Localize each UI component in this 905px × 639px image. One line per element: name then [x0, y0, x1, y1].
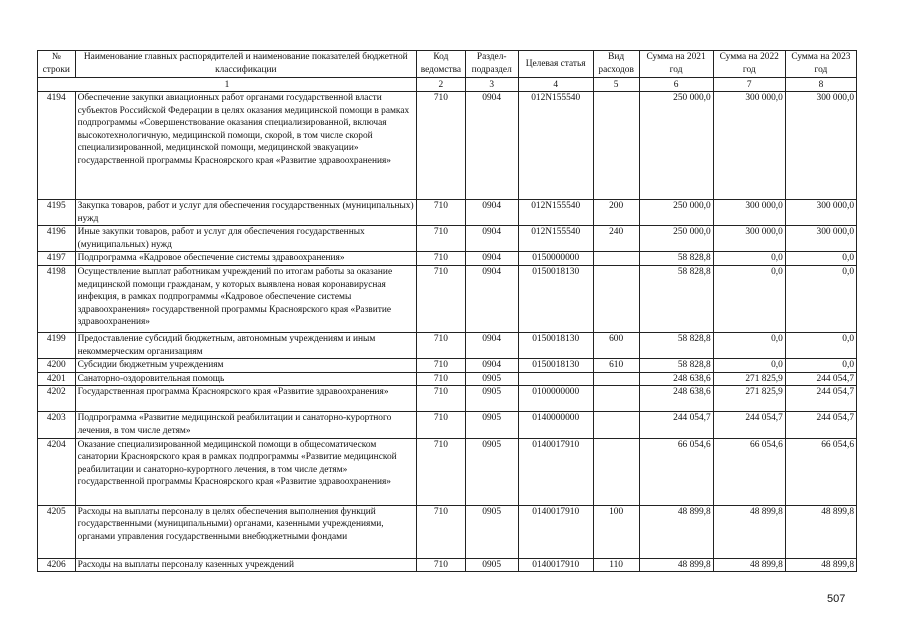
row-amount-2021: 250 000,0 [639, 92, 713, 200]
row-name: Субсидии бюджетным учреждениям [75, 359, 416, 373]
row-amount-2023: 0,0 [785, 359, 856, 373]
row-name: Закупка товаров, работ и услуг для обеспечения государственных (муниципальных) нужд [75, 200, 416, 226]
row-target-code: 0150018130 [518, 265, 593, 332]
row-target-code: 012N155540 [518, 200, 593, 226]
row-target-code: 012N155540 [518, 226, 593, 252]
row-amount-2021: 250 000,0 [639, 226, 713, 252]
row-expense-type: 240 [593, 226, 639, 252]
table-row [38, 386, 857, 412]
row-amount-2022: 271 825,9 [713, 386, 785, 412]
row-name: Предоставление субсидий бюджетным, автономным учреждениям и иным некоммерческим организациям [75, 332, 416, 358]
row-name: Государственная программа Красноярского края «Развитие здравоохранения» [75, 386, 416, 412]
table-row [38, 265, 857, 332]
row-section-code: 0904 [465, 252, 518, 266]
row-dept-code: 710 [417, 505, 466, 558]
row-section-code: 0904 [465, 92, 518, 200]
col-header-2023: Сумма на 2023 год [785, 51, 856, 78]
row-amount-2021: 248 638,6 [639, 386, 713, 412]
row-amount-2023: 244 054,7 [785, 372, 856, 386]
row-expense-type [593, 412, 639, 438]
row-dept-code: 710 [417, 438, 466, 505]
table-row [38, 252, 857, 266]
row-name: Обеспечение закупки авиационных работ органами государственной власти субъектов Российской Федерации в целях оказания медицинской помощи в рамках подпрограммы «Совершенствование оказания специализированной, включая высокотехнологичную, медицинской помощи, скорой, в том числе скорой специализированной, медицинской помощи, медицинской эвакуации» государственной программы Красноярского края «Развитие здравоохранения» [75, 92, 416, 200]
table-row [38, 332, 857, 358]
row-target-code: 0150018130 [518, 359, 593, 373]
row-amount-2023: 0,0 [785, 332, 856, 358]
row-dept-code: 710 [417, 200, 466, 226]
row-section-code: 0904 [465, 226, 518, 252]
row-amount-2021: 58 828,8 [639, 359, 713, 373]
row-target-code: 0150018130 [518, 332, 593, 358]
row-amount-2022: 300 000,0 [713, 92, 785, 200]
col-index: 4 [518, 78, 593, 92]
row-section-code: 0904 [465, 359, 518, 373]
table-row [38, 200, 857, 226]
table-row [38, 372, 857, 386]
row-number: 4199 [38, 332, 76, 358]
row-section-code: 0905 [465, 412, 518, 438]
row-dept-code: 710 [417, 412, 466, 438]
row-amount-2023: 300 000,0 [785, 226, 856, 252]
row-number: 4201 [38, 372, 76, 386]
row-number: 4196 [38, 226, 76, 252]
row-amount-2022: 271 825,9 [713, 372, 785, 386]
row-amount-2021: 48 899,8 [639, 558, 713, 572]
col-index: 6 [639, 78, 713, 92]
row-name: Подпрограмма «Кадровое обеспечение системы здравоохранения» [75, 252, 416, 266]
row-dept-code: 710 [417, 386, 466, 412]
row-amount-2022: 0,0 [713, 332, 785, 358]
row-dept-code: 710 [417, 558, 466, 572]
row-number: 4200 [38, 359, 76, 373]
row-dept-code: 710 [417, 252, 466, 266]
row-amount-2021: 248 638,6 [639, 372, 713, 386]
row-expense-type: 610 [593, 359, 639, 373]
row-amount-2022: 0,0 [713, 265, 785, 332]
row-number: 4195 [38, 200, 76, 226]
row-number: 4202 [38, 386, 76, 412]
page-number: 507 [827, 593, 846, 605]
row-amount-2022: 0,0 [713, 252, 785, 266]
col-header-dept: Код ведомства [417, 51, 466, 78]
row-amount-2023: 300 000,0 [785, 200, 856, 226]
row-amount-2022: 48 899,8 [713, 558, 785, 572]
row-amount-2023: 244 054,7 [785, 386, 856, 412]
row-amount-2021: 58 828,8 [639, 332, 713, 358]
col-header-name: Наименование главных распорядителей и наименование показателей бюджетной классификации [75, 51, 416, 78]
table-row [38, 438, 857, 505]
row-dept-code: 710 [417, 92, 466, 200]
row-name: Иные закупки товаров, работ и услуг для обеспечения государственных (муниципальных) нужд [75, 226, 416, 252]
row-section-code: 0905 [465, 558, 518, 572]
row-expense-type [593, 92, 639, 200]
row-expense-type [593, 252, 639, 266]
col-index: 8 [785, 78, 856, 92]
row-amount-2022: 244 054,7 [713, 412, 785, 438]
row-section-code: 0904 [465, 200, 518, 226]
row-amount-2022: 300 000,0 [713, 200, 785, 226]
row-amount-2023: 48 899,8 [785, 558, 856, 572]
row-expense-type: 100 [593, 505, 639, 558]
table-row [38, 359, 857, 373]
row-amount-2022: 300 000,0 [713, 226, 785, 252]
column-index-row [38, 78, 857, 92]
row-target-code: 0140017910 [518, 558, 593, 572]
table-row [38, 558, 857, 572]
table-row [38, 226, 857, 252]
row-number: 4198 [38, 265, 76, 332]
col-index: 1 [38, 78, 417, 92]
row-amount-2021: 250 000,0 [639, 200, 713, 226]
row-expense-type: 600 [593, 332, 639, 358]
row-section-code: 0905 [465, 438, 518, 505]
row-section-code: 0905 [465, 386, 518, 412]
col-header-type: Вид расходов [593, 51, 639, 78]
row-dept-code: 710 [417, 332, 466, 358]
row-expense-type [593, 438, 639, 505]
row-number: 4194 [38, 92, 76, 200]
col-index: 5 [593, 78, 639, 92]
row-dept-code: 710 [417, 226, 466, 252]
row-target-code: 0140017910 [518, 505, 593, 558]
row-name: Санаторно-оздоровительная помощь [75, 372, 416, 386]
row-target-code: 012N155540 [518, 92, 593, 200]
row-amount-2022: 48 899,8 [713, 505, 785, 558]
row-target-code: 0150000000 [518, 252, 593, 266]
row-amount-2023: 48 899,8 [785, 505, 856, 558]
row-amount-2023: 244 054,7 [785, 412, 856, 438]
row-target-code: 0140017910 [518, 438, 593, 505]
row-name: Подпрограмма «Развитие медицинской реабилитации и санаторно-курортного лечения, в том числе детям» [75, 412, 416, 438]
row-amount-2023: 0,0 [785, 252, 856, 266]
row-dept-code: 710 [417, 359, 466, 373]
col-index: 2 [417, 78, 466, 92]
row-section-code: 0904 [465, 265, 518, 332]
row-section-code: 0905 [465, 505, 518, 558]
header-row [38, 51, 857, 78]
row-section-code: 0905 [465, 372, 518, 386]
row-amount-2021: 66 054,6 [639, 438, 713, 505]
row-expense-type: 110 [593, 558, 639, 572]
table-row [38, 505, 857, 558]
row-expense-type: 200 [593, 200, 639, 226]
row-target-code [518, 372, 593, 386]
row-amount-2022: 66 054,6 [713, 438, 785, 505]
col-header-num: № строки [38, 51, 76, 78]
row-number: 4203 [38, 412, 76, 438]
row-amount-2021: 244 054,7 [639, 412, 713, 438]
row-dept-code: 710 [417, 265, 466, 332]
budget-table [37, 50, 857, 572]
col-header-2022: Сумма на 2022 год [713, 51, 785, 78]
row-number: 4204 [38, 438, 76, 505]
row-dept-code: 710 [417, 372, 466, 386]
row-amount-2023: 300 000,0 [785, 92, 856, 200]
row-target-code: 0140000000 [518, 412, 593, 438]
col-index: 3 [465, 78, 518, 92]
col-index: 7 [713, 78, 785, 92]
table-row [38, 412, 857, 438]
row-amount-2022: 0,0 [713, 359, 785, 373]
row-amount-2021: 58 828,8 [639, 252, 713, 266]
table-row [38, 92, 857, 200]
row-section-code: 0904 [465, 332, 518, 358]
row-number: 4197 [38, 252, 76, 266]
row-name: Осуществление выплат работникам учреждений по итогам работы за оказание медицинской помощи гражданам, у которых выявлена новая коронавирусная инфекция, в рамках подпрограммы «Кадровое обеспечение системы здравоохранения» государственной программы Красноярского края «Развитие здравоохранения» [75, 265, 416, 332]
row-name: Расходы на выплаты персоналу в целях обеспечения выполнения функций государственными (муниципальными) органами, казенными учреждениями, органами управления государственными внебюджетными фондами [75, 505, 416, 558]
row-amount-2021: 58 828,8 [639, 265, 713, 332]
col-header-2021: Сумма на 2021 год [639, 51, 713, 78]
col-header-section: Раздел-подраздел [465, 51, 518, 78]
row-target-code: 0100000000 [518, 386, 593, 412]
row-expense-type [593, 372, 639, 386]
row-expense-type [593, 265, 639, 332]
row-number: 4205 [38, 505, 76, 558]
row-number: 4206 [38, 558, 76, 572]
row-amount-2023: 66 054,6 [785, 438, 856, 505]
row-name: Расходы на выплаты персоналу казенных учреждений [75, 558, 416, 572]
row-expense-type [593, 386, 639, 412]
row-name: Оказание специализированной медицинской помощи в общесоматическом санатории Красноярского края в рамках подпрограммы «Развитие медицинской реабилитации и санаторно-курортного лечения, в том числе детям» государственной программы Красноярского края «Развитие здравоохранения» [75, 438, 416, 505]
col-header-target: Целевая статья [518, 51, 593, 78]
row-amount-2023: 0,0 [785, 265, 856, 332]
row-amount-2021: 48 899,8 [639, 505, 713, 558]
